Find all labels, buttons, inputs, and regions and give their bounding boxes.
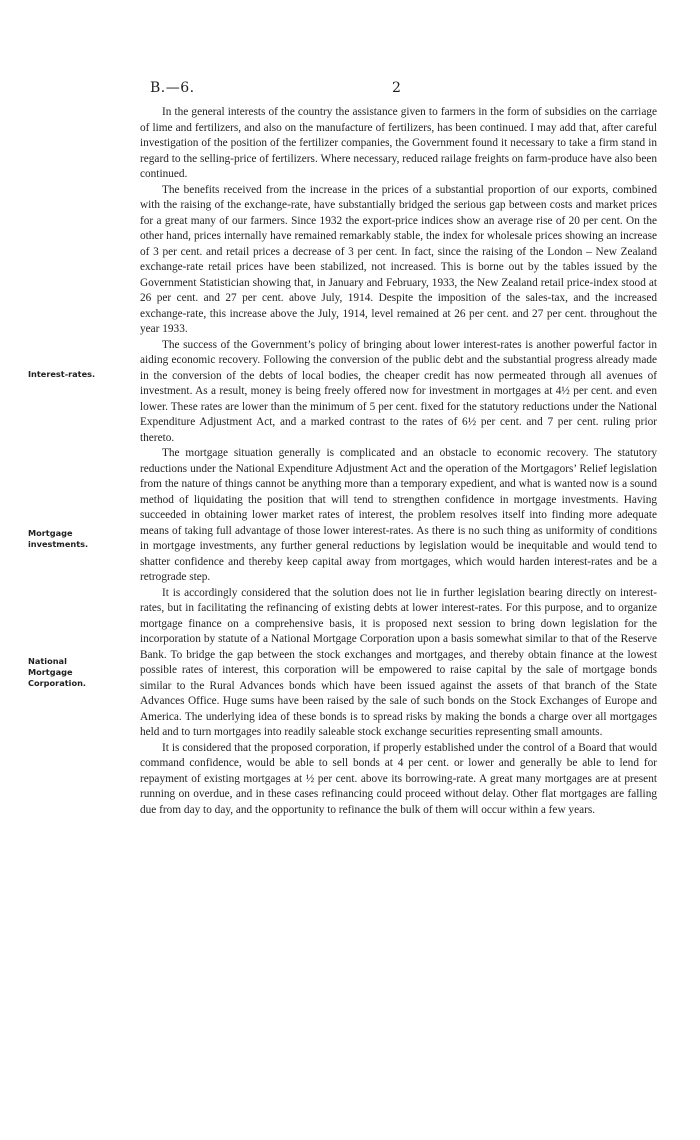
side-note-mortgage-investments [28,528,128,550]
document-reference: B.—6. [150,80,195,96]
side-note-line: Interest-rates. [28,369,96,379]
side-note-line: investments. [28,539,89,549]
side-note-line: National [28,656,67,666]
paragraph-mortgage-situation: The mortgage situation generally is complicated and an obstacle to economic recovery. The statutory reductions under the National Expenditure Adjustment Act and the operation of the Mortgagors’ Relief legislation from the nature of things cannot be anything more than a temporary expedient, and what is wanted now is a sound method of liquidating the position that will tend to strengthen confidence in mortgage investments. Having succeeded in obtaining lower market rates of interest, the problem resolves itself into finding more adequate means of taking full advantage of those lower interest-rates. As there is no such thing as uniformity of conditions in mortgage investments, any further general reductions by legislation would be inequitable and would tend to shatter confidence and thereby keep capital away from mortgages, which would harden interest-rates and be a retrograde step. [140,447,657,583]
paragraph-interest-rates: The success of the Government’s policy of bringing about lower interest-rates is another powerful factor in aiding economic recovery. Following the conversion of the public debt and the substantial progress already made in the conversion of the debts of local bodies, the cheaper credit has now permeated through all avenues of investment. As a result, money is being freely offered now for investment in mortgages at 4½ per cent. and even lower. These rates are lower than the minimum of 5 per cent. fixed for the statutory reductions under the National Expenditure Adjustment Act, and a marked contrast to the rates of 6½ per cent. and 7 per cent. ruling prior thereto. [140,338,657,444]
paragraph-corporation-board: It is considered that the proposed corporation, if properly established under the control of a Board that would command confidence, would be able to sell bonds at 4 per cent. or lower and generally be able to lend for repayment of existing mortgages at ½ per cent. above its borrowing-rate. A great many mortgages are at present running on overdue, and in these cases refinancing could proceed without delay. Other flat mortgages are falling due from day to day, and the opportunity to refinance the bulk of them will occur within a few years. [140,741,657,816]
paragraph-mortgage-corporation: It is accordingly considered that the solution does not lie in further legislation bearing directly on interest-rates, but in facilitating the refinancing of existing debts at lower interest-rates. For this purpose, and to organize mortgage finance on a comprehensive basis, it is proposed next session to bring down legislation for the incorporation by statute of a National Mortgage Corporation upon a basis somewhat similar to that of the Reserve Bank. To bridge the gap between the stock exchanges and mortgages, and thereby obtain finance at the lowest possible rates of interest, this corporation will be empowered to raise capital by the sale of mortgage bonds similar to the Rural Advances bonds which have been issued against the assets of that branch of the State Advances Office. Huge sums have been raised by the sale of such bonds on the Stock Exchanges of Europe and America. The underlying idea of these bonds is to spread risks by making the bonds a charge over all mortgages held and to turn mortgages into readily saleable stock exchange securities representing small amounts. [140,586,657,738]
side-note-line: Mortgage [28,667,73,677]
body-text [140,105,657,818]
side-note-interest-rates [28,369,128,380]
paragraph-export-prices: The benefits received from the increase in the prices of a substantial proportion of our exports, combined with the raising of the exchange-rate, have substantially bridged the serious gap between costs and market prices for a great many of our farmers. Since 1932 the export-price indices show an average rise of 20 per cent. On the other hand, prices internally have remained remarkably stable, the index for wholesale prices showing an increase of 3 per cent. and retail prices a decrease of 3 per cent. In fact, since the raising of the London – New Zealand exchange-rate retail prices have been stabilized, not increased. This is borne out by the tables issued by the Government Statistician showing that, in January and February, 1933, the New Zealand retail price-index stood at 26 per cent. and 27 per cent. above July, 1914. Despite the imposition of the sales-tax, and the increased exchange-rate, this increase above the July, 1914, level remained at 26 per cent. and 27 per cent. throughout the year 1933. [140,183,657,335]
paragraph-fertilizer-subsidies: In the general interests of the country the assistance given to farmers in the form of subsidies on the carriage of lime and fertilizers, and also on the manufacture of fertilizers, has been continued. I may add that, after careful investigation of the position of the fertilizer companies, the Government found it necessary to take a firm stand in regard to the selling-price of fertilizers. Where necessary, reduced railage freights on farm-produce have also been continued. [140,106,657,180]
side-note-line: Mortgage [28,528,73,538]
page-number: 2 [392,80,401,96]
page-header [150,80,650,100]
side-note-line: Corporation. [28,678,87,688]
side-note-national-mortgage-corporation [28,656,128,689]
